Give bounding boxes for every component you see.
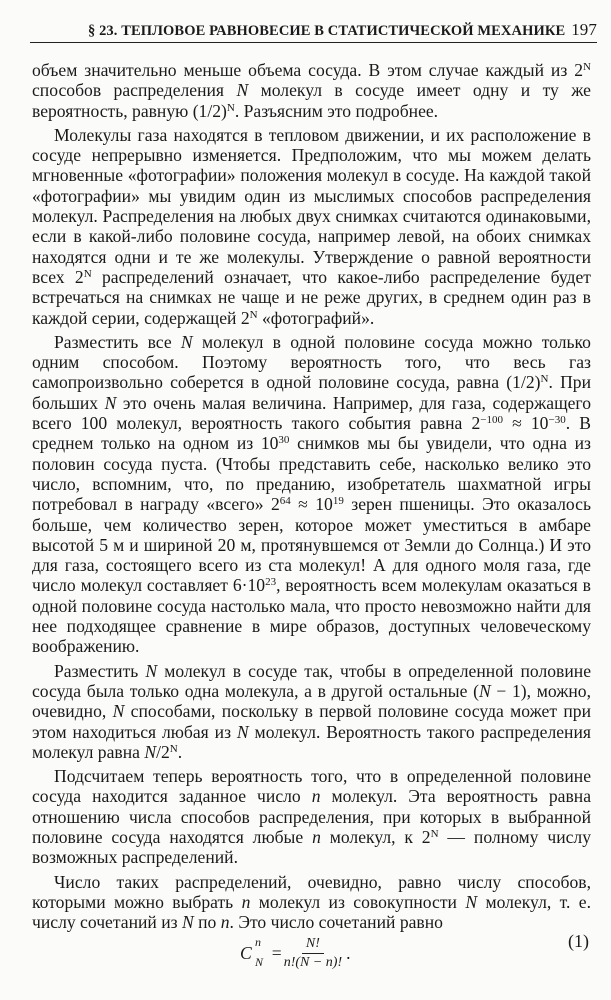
formula-subscript: N (255, 954, 264, 969)
paragraph: Подсчитаем теперь вероятность того, что в определенной половине сосуда находится заданное число n молекул. Эта вероятность равна отношению числа способов распределения, при которых в выбранной половине сосуда находятся любые n молекул, к $2^N$ — полному числу возможных распределений. (32, 766, 591, 868)
equation-number: (1) (568, 931, 589, 951)
formula-superscript: n (255, 934, 261, 949)
formula-fraction (284, 936, 342, 971)
formula-symbol: C (240, 942, 252, 963)
formula-equals: = (271, 942, 282, 963)
running-header (88, 20, 597, 40)
formula-combinations (0, 928, 611, 978)
paragraph: объем значительно меньше объема сосуда. В этом случае каждый из $2^N$ способов распределения N молекул в сосуде имеет одну и ту же вероятность, равную $(1/2)^N$. Разъясним это подробнее. (32, 60, 591, 121)
formula-denominator: n!(N − n)! (283, 954, 343, 970)
paragraph: Молекулы газа находятся в тепловом движении, и их расположение в сосуде непрерывно изменяется. Предположим, что мы можем делать мгновенные «фотографии» положения молекул в сосуде. На каждой такой «фотографии» мы увидим один из мыслимых способов распределения молекул. Распределения на любых двух снимках считаются одинаковыми, если в какой-либо половине сосуда, например левой, на обоих снимках находятся одни и те же молекулы. Утверждение о равной вероятности всех $2^N$ распределений означает, что какое-либо распределение будет встречаться на снимках не чаще и не реже других, в среднем один раз в каждой серии, содержащей $2^N$ «фотографий». (32, 124, 591, 328)
header-rule (30, 42, 597, 43)
section-title: § 23. ТЕПЛОВОЕ РАВНОВЕСИЕ В СТАТИСТИЧЕСКОЙ МЕХАНИКЕ (88, 23, 566, 39)
page-number: 197 (571, 20, 597, 39)
formula-numerator: N! (302, 936, 324, 954)
paragraph: Разместить все N молекул в одной половине сосуда можно только одним способом. Поэтому вероятность того, что весь газ самопроизвольно соберется в одной половине сосуда, равна $(1/2)^N$. При больших N это очень малая величина. Например, для газа, содержащего всего 100 молекул, вероятность такого события равна $2^{-100} \approx 10^{-30}$. В среднем только на одном из $10^{30}$ снимков мы бы увидели, что одна из половин сосуда пуста. (Чтобы представить себе, насколько велико это число, вспомним, что, по преданию, изобретатель шахматной игры потребовал в награду «всего» $2^{64} \approx 10^{19}$ зерен пшеницы. Это оказалось больше, чем количество зерен, которое может уместиться в амбаре высотой 5 м и шириной 20 м, протянувшемся от Земли до Солнца.) И это для газа, состоящего всего из ста молекул! А для одного моля газа, где число молекул составляет $6\cdot 10^{23}$, вероятность всем молекулам оказаться в одной половине сосуда настолько мала, что просто невозможно найти для нее подходящее сравнение в мире образов, доступных человеческому воображению. (32, 331, 591, 657)
paragraph: Число таких распределений, очевидно, равно числу способов, которыми можно выбрать n молекул из совокупности N молекул, т. е. числу сочетаний из N по n. Это число сочетаний равно (32, 871, 591, 933)
formula-lhs (240, 934, 266, 969)
formula-period: . (346, 942, 351, 963)
body-text (32, 60, 591, 936)
paragraph: Разместить N молекул в сосуде так, чтобы в определенной половине сосуда была только одна молекула, а в другой остальные (N − 1), можно, очевидно, N способами, поскольку в первой половине сосуда может при этом находиться любая из N молекул. Вероятность такого распределения молекул равна $N/2^N$. (32, 660, 592, 762)
